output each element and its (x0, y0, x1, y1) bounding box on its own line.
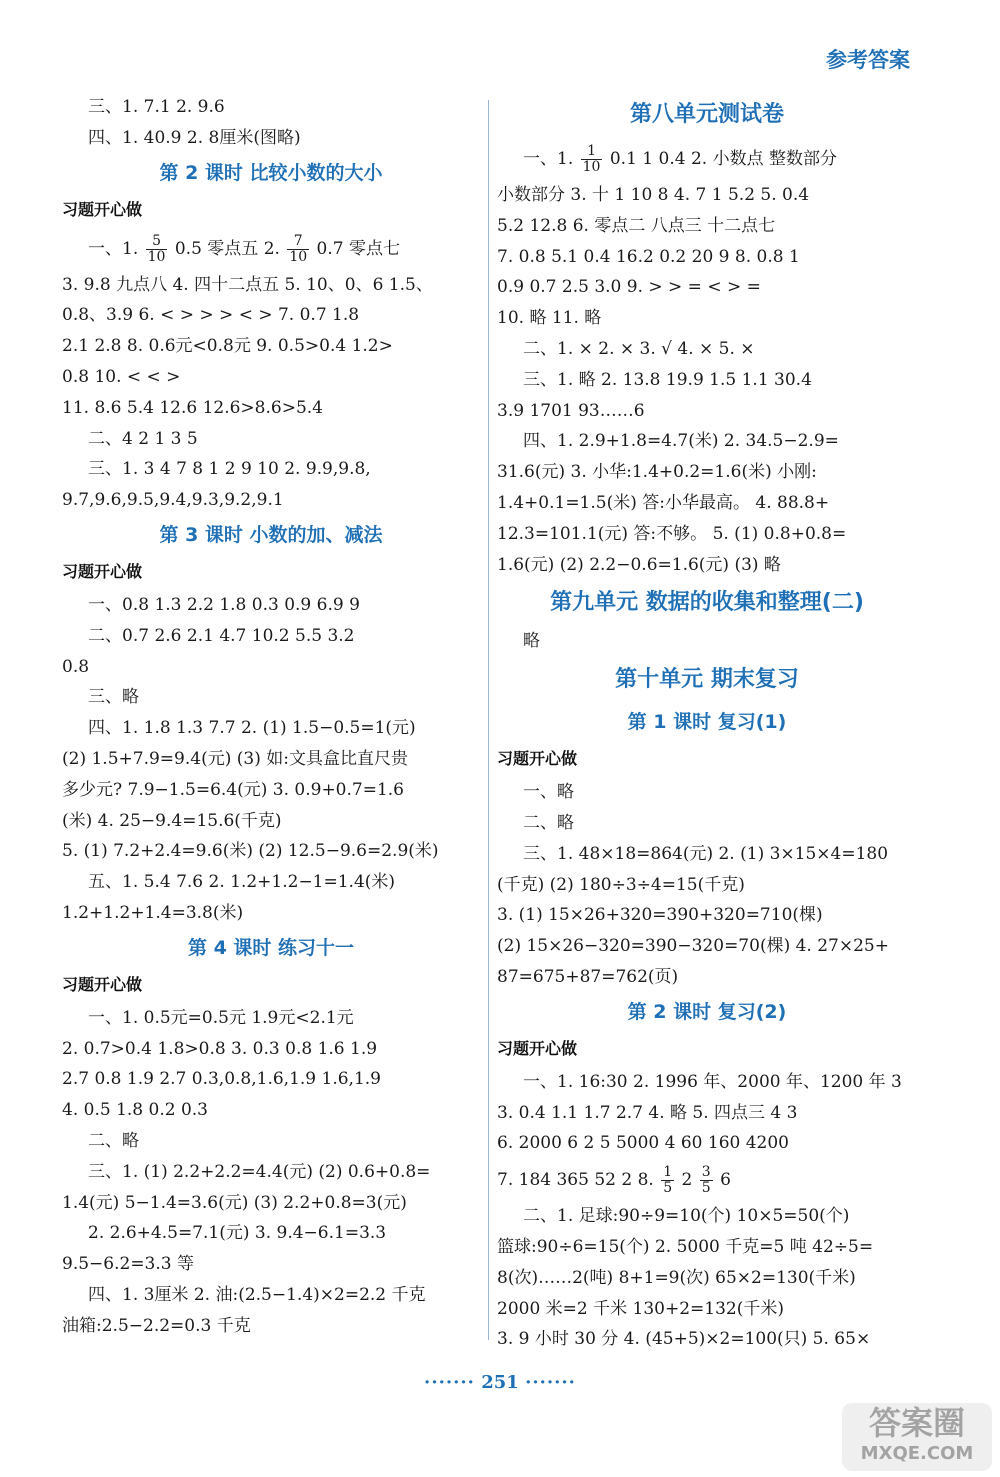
answer-line-with-fractions (62, 228, 480, 270)
fraction-denominator: 5 (701, 1180, 711, 1197)
answer-line: 二、略 (88, 1130, 139, 1151)
unit-heading: 第十单元 期末复习 (615, 667, 799, 693)
text-segment: 0.5 零点五 2. (169, 238, 286, 259)
fraction-denominator: 5 (663, 1180, 673, 1197)
lesson-heading: 第 3 课时 小数的加、减法 (159, 523, 383, 546)
answer-line: 1.4(元) 5−1.4=3.6(元) (3) 2.2+0.8=3(元) (62, 1192, 407, 1213)
page-number: 251 (481, 1372, 519, 1393)
answer-line: 一、1. 0.5元=0.5元 1.9元<2.1元 (88, 1007, 354, 1028)
answer-line: 三、1. 略 2. 13.8 19.9 1.5 1.1 30.4 (523, 369, 812, 390)
section-subheading: 习题开心做 (497, 1038, 578, 1058)
fraction-numerator: 1 (663, 1164, 673, 1181)
answer-line: 12.3=101.1(元) 答:不够。 5. (1) 0.8+0.8= (497, 523, 847, 544)
lesson-heading: 第 2 课时 复习(2) (627, 1000, 787, 1023)
fraction (581, 144, 603, 175)
answer-line: 小数部分 3. 十 1 10 8 4. 7 1 5.2 5. 0.4 (497, 185, 810, 205)
answer-line: 四、1. 3厘米 2. 油:(2.5−1.4)×2=2.2 千克 (88, 1284, 426, 1305)
answer-line: 三、1. (1) 2.2+2.2=4.4(元) (2) 0.6+0.8= (88, 1161, 431, 1182)
fraction-numerator: 1 (581, 144, 603, 160)
right-column (497, 92, 917, 1355)
fraction-denominator: 10 (147, 248, 166, 265)
answer-line: 2.1 2.8 8. 0.6元<0.8元 9. 0.5>0.4 1.2> (62, 336, 393, 357)
answer-line: 0.8 (62, 656, 90, 677)
answer-line: 10. 略 11. 略 (497, 308, 602, 329)
answer-line: (2) 1.5+7.9=9.4(元) (3) 如:文具盒比直尺贵 (62, 748, 408, 769)
answer-line-with-fraction (497, 138, 917, 180)
answer-line: 2. 2.6+4.5=7.1(元) 3. 9.4−6.1=3.3 (88, 1223, 387, 1244)
fraction-denominator: 10 (289, 248, 308, 265)
fraction (661, 1165, 674, 1196)
lesson-heading: 第 4 课时 练习十一 (187, 936, 355, 959)
column-divider (488, 100, 489, 1340)
answer-line: 5. (1) 7.2+2.4=9.6(米) (2) 12.5−9.6=2.9(米) (62, 841, 439, 862)
answer-line: 3.9 1701 93……6 (497, 400, 645, 421)
answer-line: 3. 0.4 1.1 1.7 2.7 4. 略 5. 四点三 4 3 (497, 1102, 798, 1123)
answer-line: 二、0.7 2.6 2.1 4.7 10.2 5.5 3.2 (88, 625, 355, 646)
answer-line: 五、1. 5.4 7.6 2. 1.2+1.2−1=1.4(米) (88, 872, 396, 893)
answer-line: 二、4 2 1 3 5 (88, 428, 198, 449)
answer-line: 二、略 (523, 812, 574, 833)
answer-line: 3. 9 小时 30 分 4. (45+5)×2=100(只) 5. 65× (497, 1329, 871, 1350)
fraction-numerator: 5 (146, 234, 168, 250)
answer-line: 1.2+1.2+1.4=3.8(米) (62, 902, 244, 923)
answer-line: 31.6(元) 3. 小华:1.4+0.2=1.6(米) 小刚: (497, 462, 817, 483)
watermark-site: MXQE.COM (860, 1443, 974, 1464)
answer-line: 0.8、3.9 6. < > > > < > 7. 0.7 1.8 (62, 305, 360, 326)
page-header-title: 参考答案 (826, 48, 910, 72)
answer-line-with-fractions (497, 1159, 917, 1201)
lesson-heading: 第 2 课时 比较小数的大小 (159, 161, 383, 184)
answer-line: 11. 8.6 5.4 12.6 12.6>8.6>5.4 (62, 397, 323, 418)
answer-line: (米) 4. 25−9.4=15.6(千克) (62, 810, 282, 831)
answer-line: 5.2 12.8 6. 零点二 八点三 十二点七 (497, 215, 776, 236)
answer-line: 3. (1) 15×26+320=390+320=710(棵) (497, 905, 823, 926)
answer-line: 油箱:2.5−2.2=0.3 千克 (62, 1315, 251, 1336)
fraction-denominator: 10 (582, 159, 601, 175)
text-segment: 0.1 1 0.4 2. 小数点 整数部分 (604, 149, 837, 169)
unit-heading: 第八单元测试卷 (629, 102, 784, 127)
answer-line: 二、1. × 2. × 3. √ 4. × 5. × (523, 338, 755, 359)
answer-line: 4. 0.5 1.8 0.2 0.3 (62, 1100, 208, 1121)
answer-line: 2.7 0.8 1.9 2.7 0.3,0.8,1.6,1.9 1.6,1.9 (62, 1069, 381, 1090)
answer-line: 二、1. 足球:90÷9=10(个) 10×5=50(个) (523, 1206, 850, 1227)
answer-line: 略 (523, 631, 540, 652)
answer-line: 1.6(元) (2) 2.2−0.6=1.6(元) (3) 略 (497, 554, 781, 575)
answer-line: 6. 2000 6 2 5 5000 4 60 160 4200 (497, 1133, 789, 1154)
answer-line: 7. 0.8 5.1 0.4 16.2 0.2 20 9 8. 0.8 1 (497, 246, 800, 267)
unit-heading: 第九单元 数据的收集和整理(二) (550, 590, 864, 616)
answer-line: 一、1. 16:30 2. 1996 年、2000 年、1200 年 3 (523, 1071, 902, 1092)
watermark-logo-text: 答案圈 (868, 1404, 965, 1442)
answer-line: 9.7,9.6,9.5,9.4,9.3,9.2,9.1 (62, 490, 284, 511)
footer-dots-right: ······· (525, 1372, 576, 1393)
text-segment: 一、1. (88, 238, 144, 259)
answer-line: 2000 米=2 千米 130+2=132(千米) (497, 1298, 784, 1319)
answer-line: 三、1. 7.1 2. 9.6 (88, 97, 225, 117)
answer-line: (2) 15×26−320=390−320=70(棵) 4. 27×25+ (497, 936, 889, 957)
answer-line: 篮球:90÷6=15(个) 2. 5000 千克=5 吨 42÷5= (497, 1236, 874, 1257)
text-segment: 0.7 零点七 (311, 238, 400, 259)
answer-line: 一、0.8 1.3 2.2 1.8 0.3 0.9 6.9 9 (88, 594, 360, 615)
answer-line: 87=675+87=762(页) (497, 966, 679, 987)
fraction (287, 234, 309, 265)
section-subheading: 习题开心做 (62, 199, 143, 219)
answer-line: 0.8 10. < < > (62, 366, 181, 387)
left-column (62, 92, 480, 1342)
watermark-logo (842, 1403, 992, 1471)
text-segment: 6 (714, 1170, 731, 1191)
answer-line: 三、1. 48×18=864(元) 2. (1) 3×15×4=180 (523, 843, 889, 864)
fraction-numerator: 3 (701, 1164, 711, 1181)
section-subheading: 习题开心做 (497, 749, 578, 769)
page-number-footer (0, 1372, 1000, 1393)
answer-line: (千克) (2) 180÷3÷4=15(千克) (497, 874, 745, 895)
answer-line: 三、1. 3 4 7 8 1 2 9 10 2. 9.9,9.8, (88, 459, 371, 480)
answer-line: 四、1. 2.9+1.8=4.7(米) 2. 34.5−2.9= (523, 431, 839, 452)
answer-line: 9.5−6.2=3.3 等 (62, 1254, 194, 1275)
footer-dots-left: ······· (424, 1372, 475, 1393)
answer-line: 一、略 (523, 782, 574, 803)
answer-line: 8(次)……2(吨) 8+1=9(次) 65×2=130(千米) (497, 1267, 856, 1288)
lesson-heading: 第 1 课时 复习(1) (627, 711, 787, 734)
fraction-numerator: 7 (287, 234, 309, 250)
text-segment: 7. 184 365 52 2 8. (497, 1170, 660, 1191)
answer-line: 0.9 0.7 2.5 3.0 9. > > = < > = (497, 277, 761, 298)
fraction (146, 234, 168, 265)
answer-line: 四、1. 1.8 1.3 7.7 2. (1) 1.5−0.5=1(元) (88, 718, 416, 739)
answer-line: 三、略 (88, 687, 139, 708)
answer-line: 2. 0.7>0.4 1.8>0.8 3. 0.3 0.8 1.6 1.9 (62, 1038, 378, 1059)
section-subheading: 习题开心做 (62, 974, 143, 994)
answer-line: 1.4+0.1=1.5(米) 答:小华最高。 4. 88.8+ (497, 492, 830, 513)
answer-line: 多少元? 7.9−1.5=6.4(元) 3. 0.9+0.7=1.6 (62, 779, 405, 800)
text-segment: 一、1. (523, 149, 579, 169)
answer-line: 四、1. 40.9 2. 8厘米(图略) (88, 127, 301, 148)
text-segment: 2 (676, 1170, 698, 1191)
answer-line: 3. 9.8 九点八 4. 四十二点五 5. 10、0、6 1.5、 (62, 274, 433, 295)
fraction (700, 1165, 713, 1196)
section-subheading: 习题开心做 (62, 561, 143, 581)
